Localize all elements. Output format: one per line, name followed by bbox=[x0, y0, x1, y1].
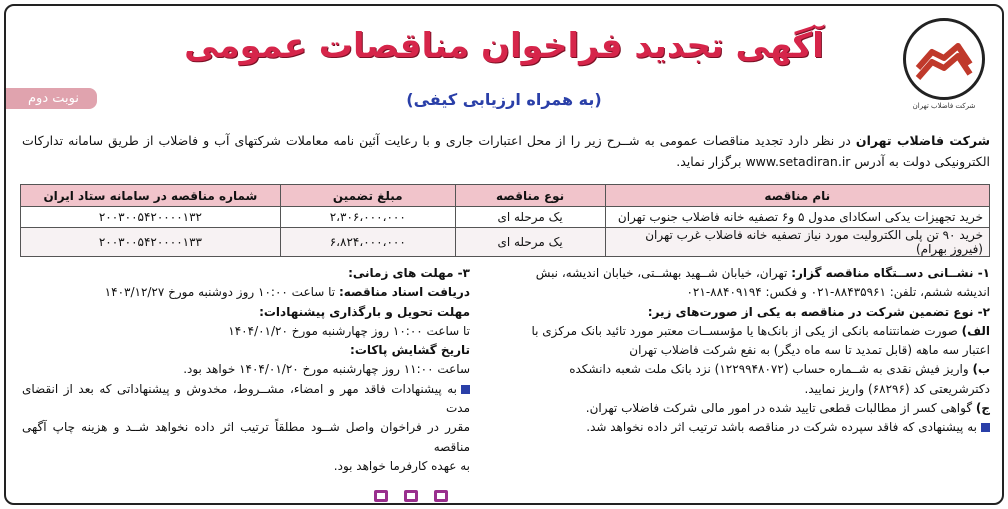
bullet-square-icon bbox=[461, 385, 470, 394]
cell-tender-number: ۲۰۰۳۰۰۵۴۲۰۰۰۰۱۳۳ bbox=[21, 228, 281, 257]
documents-deadline bbox=[22, 283, 470, 302]
intro-suffix: برگزار نماید. bbox=[676, 154, 746, 169]
option-b-label: ب) bbox=[972, 362, 990, 377]
cell-tender-name: خرید تجهیزات یدکی اسکادای مدول ۵ و۶ تصفیه خانه فاضلاب جنوب تهران bbox=[605, 207, 989, 228]
header-tender-number: شماره مناقصه در سامانه ستاد ایران bbox=[21, 185, 281, 207]
cell-tender-number: ۲۰۰۳۰۰۵۴۲۰۰۰۰۱۳۲ bbox=[21, 207, 281, 228]
cell-tender-type: یک مرحله ای bbox=[455, 207, 605, 228]
option-a-text: صورت ضمانتنامه بانکی از یکی از بانک‌ها یا مؤسســات معتبر مورد تائید بانک مرکزی با bbox=[531, 323, 962, 338]
table-row bbox=[21, 207, 990, 228]
company-logo bbox=[898, 18, 990, 110]
documents-deadline-title: دریافت اسناد مناقصه: bbox=[338, 285, 470, 300]
address-title: ۱- نشــانی دســتگاه مناقصه گزار: bbox=[791, 266, 990, 280]
notice-frame bbox=[4, 4, 1004, 505]
table-header-row bbox=[21, 185, 990, 207]
cell-tender-type: یک مرحله ای bbox=[455, 228, 605, 257]
tender-table bbox=[20, 184, 990, 257]
left-column bbox=[22, 264, 470, 476]
deco-square-icon bbox=[434, 490, 448, 502]
cell-tender-name: خرید ۹۰ تن پلی الکترولیت مورد نیاز تصفیه خانه فاضلاب غرب تهران (فیروز بهرام) bbox=[605, 228, 989, 257]
deco-square-icon bbox=[404, 490, 418, 502]
logo-emblem-icon bbox=[903, 18, 985, 100]
table-row bbox=[21, 228, 990, 257]
logo-caption: شرکت فاضلاب تهران bbox=[912, 102, 976, 110]
round-badge: نوبت دوم bbox=[6, 88, 97, 109]
guarantee-option-c bbox=[470, 399, 990, 418]
intro-text: در نظر دارد تجدید مناقصات عمومی به شــرح زیر را از محل اعتبارات جاری و با رعایت آئین نامه معاملات شرکتهای آب و فاضلاب از طریق سامانه تدارکات الکترونیکی دولت به آدرس bbox=[22, 133, 990, 169]
address-line bbox=[470, 264, 990, 283]
guarantee-option-a-cont: اعتبار سه ماهه (قابل تمدید تا سه ماه دیگر) به نفع شرکت فاضلاب تهران bbox=[629, 343, 990, 358]
opening-date-title: تاریخ گشایش پاکات: bbox=[350, 343, 470, 358]
bullet-square-icon bbox=[981, 423, 990, 432]
header-tender-type: نوع مناقصه bbox=[455, 185, 605, 207]
rejection-note-end: به عهده کارفرما خواهد بود. bbox=[333, 458, 470, 473]
notice-subtitle: (به همراه ارزیابی کیفی) bbox=[406, 90, 602, 109]
rejection-note-cont: مقرر در فراخوان واصل شــود مطلقاً ترتیب اثر داده نخواهد شــد و هزینه چاپ آگهی مناقصه bbox=[22, 420, 470, 454]
intro-url: www.setadiran.ir bbox=[745, 154, 851, 169]
notice-title: آگهی تجدید فراخوان مناقصات عمومی bbox=[184, 26, 824, 66]
intro-paragraph bbox=[22, 130, 990, 172]
option-b-text: واریز فیش نقدی به شــماره حساب (۱۲۲۹۹۴۸۰۷۲) نزد بانک ملت شعبه دانشکده bbox=[569, 362, 973, 377]
documents-deadline-text: تا ساعت ۱۰:۰۰ روز دوشنبه مورخ ۱۴۰۳/۱۲/۲۷ bbox=[104, 285, 339, 300]
option-a-label: الف) bbox=[961, 323, 990, 338]
cell-guarantee-amount: ۶،۸۲۴،۰۰۰،۰۰۰ bbox=[280, 228, 455, 257]
guarantee-option-b bbox=[470, 360, 990, 379]
deadlines-title: ۳- مهلت های زمانی: bbox=[348, 266, 470, 280]
submission-deadline-text: تا ساعت ۱۰:۰۰ روز چهارشنبه مورخ ۱۴۰۴/۰۱/۲۰ bbox=[228, 323, 470, 338]
rejection-note bbox=[22, 380, 470, 419]
rejection-note-text: به پیشنهادات فاقد مهر و امضاء، مشــروط، مخدوش و پیشنهاداتی که بعد از انقضای مدت bbox=[22, 381, 470, 416]
guarantee-note-text: به پیشنهادی که فاقد سپرده شرکت در مناقصه باشد ترتیب اثر داده نخواهد شد. bbox=[586, 420, 977, 435]
phone-line: اندیشه ششم، تلفن: ۸۸۴۳۵۹۶۱-۰۲۱ و فکس: ۸۸۴۰۹۱۹۴-۰۲۱ bbox=[686, 285, 990, 300]
deco-square-icon bbox=[374, 490, 388, 502]
guarantee-option-a bbox=[470, 322, 990, 341]
intro-company: شرکت فاضلاب تهران bbox=[855, 133, 990, 148]
bottom-decoration bbox=[336, 487, 456, 501]
option-c-label: ج) bbox=[975, 401, 990, 416]
submission-deadline-title: مهلت تحویل و بارگذاری پیشنهادات: bbox=[259, 304, 470, 319]
address-text: تهران، خیابان شــهید بهشــتی، خیابان اندیشه، نبش bbox=[535, 266, 792, 280]
right-column bbox=[470, 264, 990, 438]
guarantee-note bbox=[470, 418, 990, 437]
opening-date-text: ساعت ۱۱:۰۰ روز چهارشنبه مورخ ۱۴۰۴/۰۱/۲۰ خواهد بود. bbox=[183, 362, 470, 377]
header-tender-name: نام مناقصه bbox=[605, 185, 989, 207]
cell-guarantee-amount: ۲،۳۰۶،۰۰۰،۰۰۰ bbox=[280, 207, 455, 228]
header-guarantee-amount: مبلغ تضمین bbox=[280, 185, 455, 207]
guarantee-type-title: ۲- نوع تضمین شرکت در مناقصه به یکی از صورت‌های زیر: bbox=[647, 304, 990, 319]
guarantee-option-b-cont: دکترشریعتی کد (۶۸۲۹۶) واریز نمایید. bbox=[804, 381, 990, 396]
option-c-text: گواهی کسر از مطالبات قطعی تایید شده در امور مالی شرکت فاضلاب تهران. bbox=[585, 401, 976, 416]
